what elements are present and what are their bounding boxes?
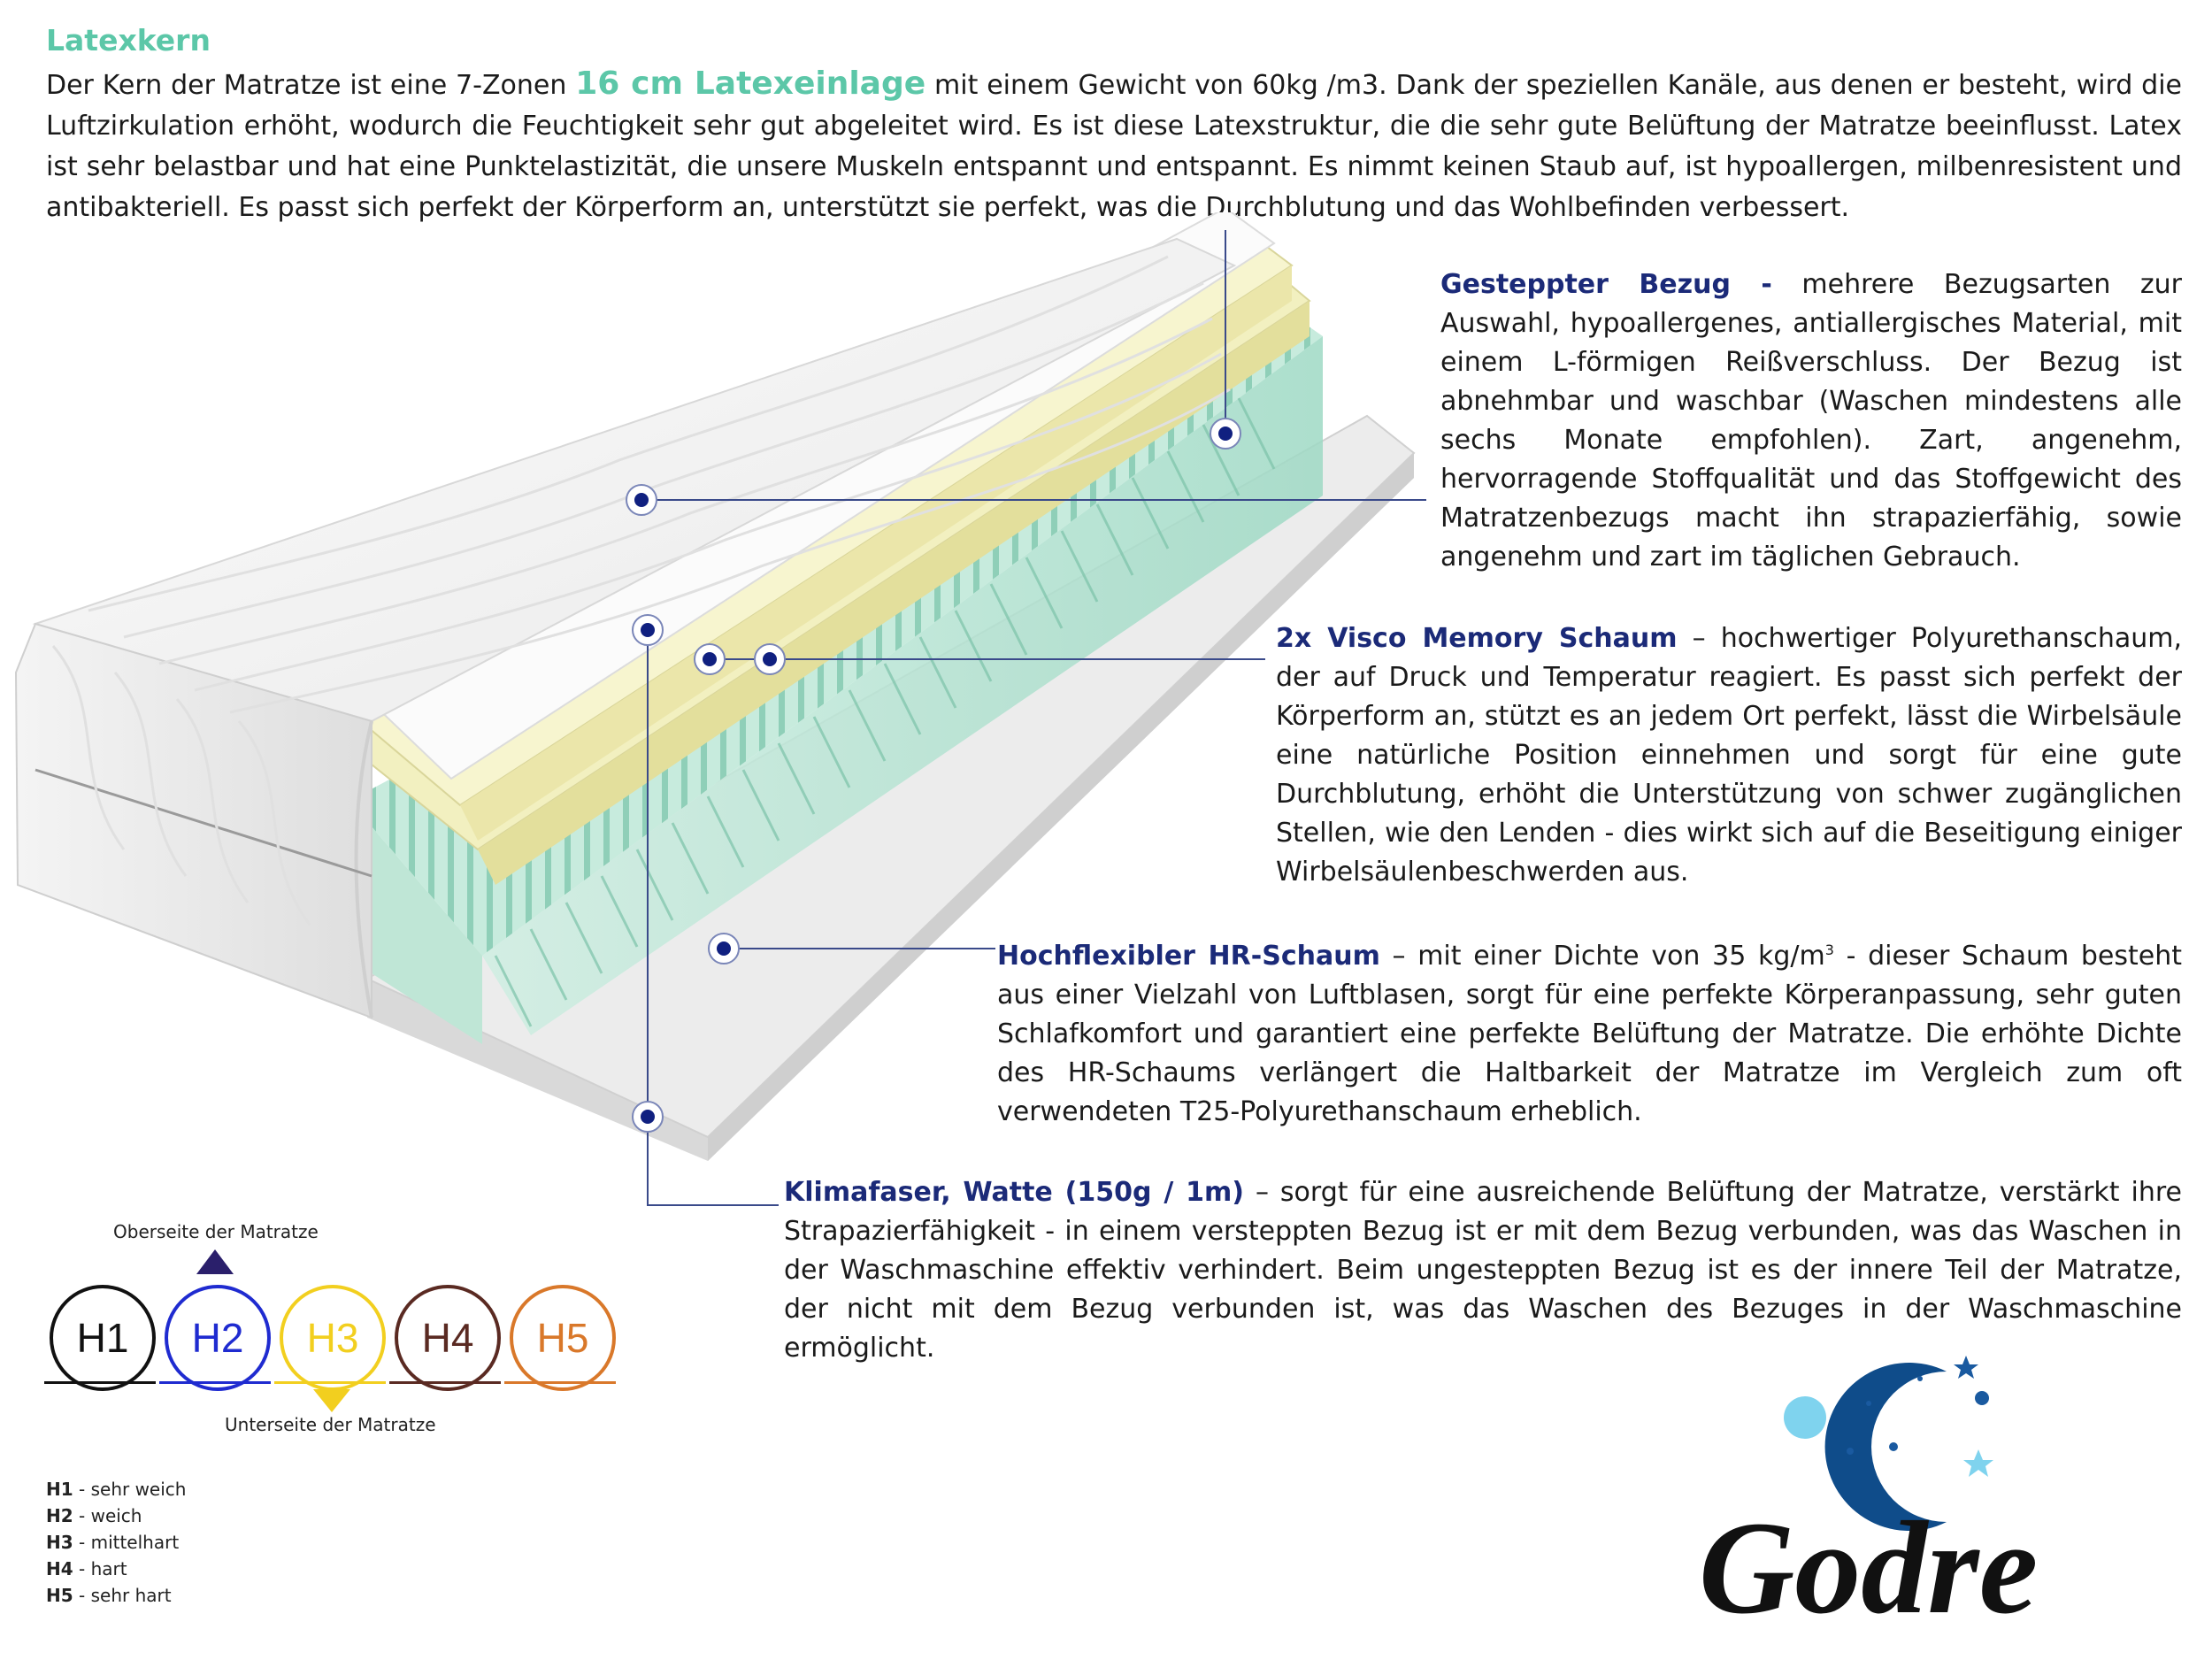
firmness-top-label: Oberseite der Matratze xyxy=(113,1221,319,1242)
legend-item-h3 xyxy=(46,1529,186,1556)
firmness-line-h5 xyxy=(504,1381,616,1384)
marker-klima-icon xyxy=(633,1102,663,1132)
callout-hr xyxy=(997,931,2182,1132)
top-marker-icon xyxy=(195,1248,235,1276)
callout-bezug-text: mehrere Bezugsarten zur Auswahl, hypoallergenes, antiallergisches Material, mit einem L-förmigen Reißverschluss. Der Bezug ist abnehmbar und waschbar (Waschen mindestens alle sechs Monate empfohlen). Zart, angenehm, hervorragende Stoffqualität und das Stoffgewicht des Matratzenbezugs macht ihn strapazierfähig, sowie angenehm und zart im täglichen Gebrauch. xyxy=(1440,269,2182,573)
firmness-circle-h1 xyxy=(50,1285,156,1391)
firmness-code-h4: H4 xyxy=(421,1315,474,1361)
intro-text-before: Der Kern der Matratze ist eine 7-Zonen xyxy=(46,70,576,101)
legend-item-h1 xyxy=(46,1476,186,1502)
legend-code: H5 xyxy=(46,1585,73,1606)
legend-code: H1 xyxy=(46,1479,73,1500)
firmness-circle-h5 xyxy=(510,1285,616,1391)
firmness-legend xyxy=(46,1476,186,1609)
legend-item-h5 xyxy=(46,1582,186,1609)
godre-logo xyxy=(1681,1354,2141,1637)
callout-bezug xyxy=(1440,265,2182,577)
firmness-circle-h2 xyxy=(165,1285,271,1391)
callout-klima-text: – sorgt für eine ausreichende Belüftung der Matratze, verstärkt ihre Strapazierfähigkeit - in einem versteppten Bezug ist er mit dem Bezug verbunden, was das Waschen in der Waschmaschine effektiv verhindert. Beim ungesteppten Bezug ist es der innere Teil der Matratze, der nicht mit dem Bezug verbunden ist, was das Waschen des Bezuges in der Waschmaschine ermöglicht. xyxy=(784,1177,2182,1364)
section-heading: Latexkern xyxy=(46,23,211,58)
firmness-code-h5: H5 xyxy=(536,1315,589,1361)
callout-hr-sup: 3 xyxy=(1824,941,1834,958)
intro-paragraph xyxy=(46,64,2182,228)
callout-klima xyxy=(784,1173,2182,1368)
callout-hr-text-b: - dieser Schaum besteht aus einer Vielzahl von Luftblasen, sorgt für eine perfekte Körperanpassung, sehr guten Schlafkomfort und garantiert eine perfekte Belüftung der Matratze. Die erhöhte Dichte des HR-Schaums verlängert die Haltbarkeit der Matratze im Vergleich zum oft verwendeten T25-Polyurethanschaum erheblich. xyxy=(997,941,2182,1127)
legend-item-h2 xyxy=(46,1502,186,1529)
callout-hr-title: Hochflexibler HR-Schaum xyxy=(997,941,1380,972)
intro-text-after: mit einem Gewicht von 60kg /m3. Dank der speziellen Kanäle, aus denen er besteht, wird die Luftzirkulation erhöht, wodurch die Feuchtigkeit sehr gut abgeleitet wird. Es ist diese Latexstruktur, die die sehr gute Belüftung der Matratze beeinflusst. Latex ist sehr belastbar und hat eine Punktelastizität, die unsere Muskeln entspannt und entspannt. Es nimmt keinen Staub auf, ist hypoallergen, milbenresistent und antibakteriell. Es passt sich perfekt der Körperform an, unterstützt sie perfekt, was die Durchblutung und das Wohlbefinden verbessert. xyxy=(46,70,2183,223)
firmness-line-h3 xyxy=(274,1381,386,1384)
firmness-code-h3: H3 xyxy=(306,1315,359,1361)
legend-code: H4 xyxy=(46,1558,73,1579)
callout-bezug-title: Gesteppter Bezug - xyxy=(1440,269,1772,300)
legend-desc: - sehr hart xyxy=(73,1585,172,1606)
marker-bezug-icon xyxy=(626,485,657,515)
firmness-line-h2 xyxy=(159,1381,271,1384)
marker-top-icon xyxy=(633,615,663,645)
callout-visco-text: – hochwertiger Polyurethanschaum, der auf Druck und Temperatur reagiert. Es passt sich perfekt der Körperform an, stützt es an jedem Ort perfekt, lässt die Wirbelsäule eine natürliche Position einnehmen und sorgt für eine gute Durchblutung, erhöht die Unterstützung von schwer zugänglichen Stellen, wie den Lenden - dies wirkt sich auf die Beseitigung einiger Wirbelsäulenbeschwerden aus. xyxy=(1276,623,2183,888)
callout-visco-title: 2x Visco Memory Schaum xyxy=(1276,623,1678,654)
firmness-circle-h3 xyxy=(280,1285,386,1391)
marker-visco-1-icon xyxy=(695,644,725,674)
callout-visco xyxy=(1276,619,2182,892)
firmness-line-h4 xyxy=(389,1381,501,1384)
legend-code: H2 xyxy=(46,1505,73,1526)
firmness-line-h1 xyxy=(44,1381,156,1384)
bottom-marker-icon xyxy=(311,1387,352,1414)
firmness-code-h2: H2 xyxy=(191,1315,244,1361)
logo-bubble-icon xyxy=(1784,1396,1826,1439)
legend-code: H3 xyxy=(46,1532,73,1553)
callout-hr-text-a: – mit einer Dichte von 35 kg/m xyxy=(1379,941,1825,972)
firmness-circle-h4 xyxy=(395,1285,501,1391)
legend-item-h4 xyxy=(46,1556,186,1582)
intro-highlight: 16 cm Latexeinlage xyxy=(575,65,926,102)
firmness-code-h1: H1 xyxy=(76,1315,129,1361)
legend-desc: - sehr weich xyxy=(73,1479,187,1500)
logo-text: Godre xyxy=(1699,1495,2039,1637)
marker-hr-icon xyxy=(709,934,739,964)
legend-desc: - weich xyxy=(73,1505,142,1526)
legend-desc: - mittelhart xyxy=(73,1532,180,1553)
firmness-bottom-label: Unterseite der Matratze xyxy=(225,1414,436,1435)
firmness-scale xyxy=(35,1221,637,1451)
marker-visco-2-icon xyxy=(755,644,785,674)
callout-klima-title: Klimafaser, Watte (150g / 1m) xyxy=(784,1177,1244,1208)
legend-desc: - hart xyxy=(73,1558,127,1579)
marker-latex-icon xyxy=(1210,419,1240,449)
